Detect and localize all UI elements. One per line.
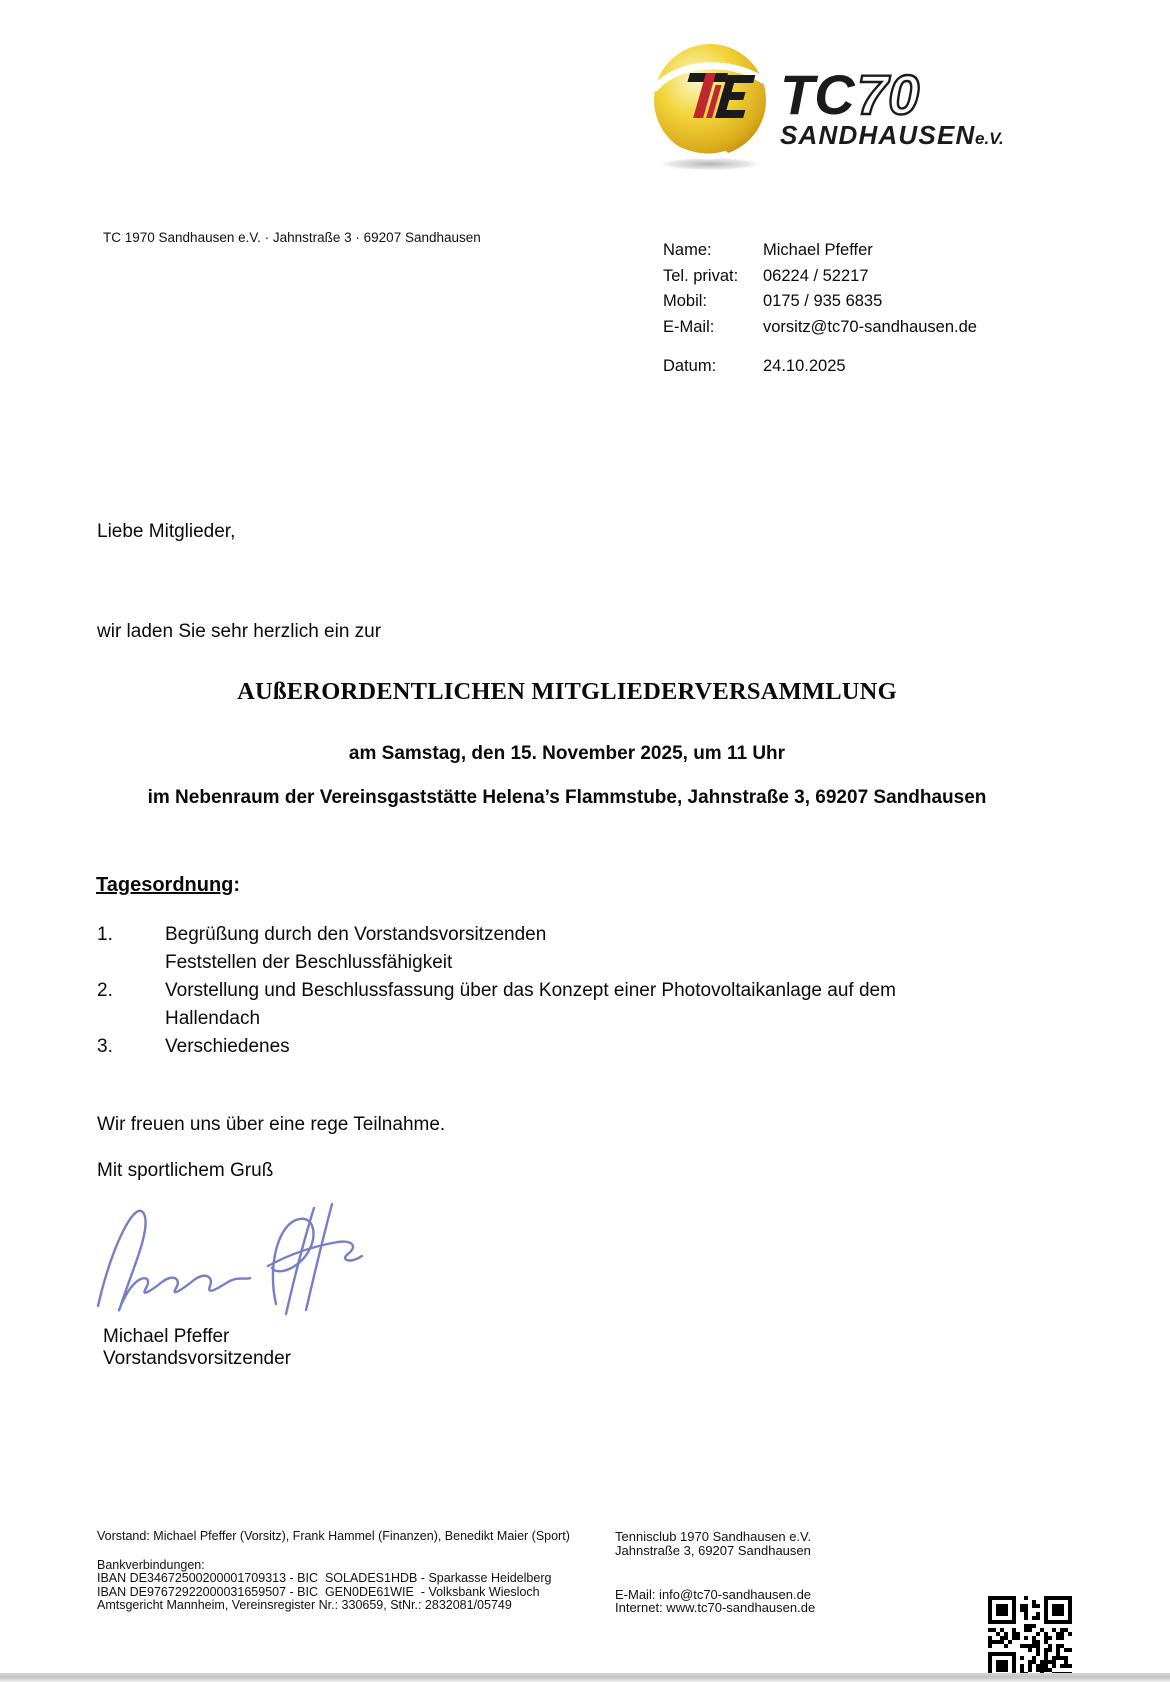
qr-code — [988, 1596, 1072, 1680]
agenda-text — [165, 977, 896, 1033]
logo-ev-text: e.V. — [975, 129, 1004, 148]
contact-label: Mobil: — [663, 292, 708, 310]
footer-bank-2: IBAN DE97672922000031659507 - BIC GEN0DE61WIE - Volksbank Wiesloch — [97, 1584, 540, 1599]
club-logo — [645, 40, 1065, 180]
contact-value: Michael Pfeffer — [763, 241, 873, 259]
date-line — [663, 357, 846, 376]
footer-board: Vorstand: Michael Pfeffer (Vorsitz), Frank Hammel (Finanzen), Benedikt Maier (Sport) — [97, 1529, 570, 1543]
date-value: 24.10.2025 — [763, 357, 846, 375]
page-edge-shadow — [0, 1673, 1170, 1682]
meeting-heading: AUßERORDENTLICHEN MITGLIEDERVERSAMMLUNG — [237, 678, 897, 705]
contact-row-name — [663, 238, 977, 264]
agenda-text — [165, 1033, 290, 1061]
footer-right — [615, 1530, 815, 1615]
agenda-number: 1. — [97, 924, 113, 945]
contact-block — [663, 238, 977, 340]
signer-role: Vorstandsvorsitzender — [103, 1348, 291, 1369]
agenda-number: 2. — [97, 980, 113, 1001]
agenda-line: Feststellen der Beschlussfähigkeit — [165, 952, 453, 973]
regards-line: Mit sportlichem Gruß — [97, 1160, 274, 1181]
footer-email: E-Mail: info@tc70-sandhausen.de — [615, 1586, 812, 1602]
logo-club-text: SANDHAUSEN — [780, 120, 976, 150]
agenda-line: Begrüßung durch den Vorstandsvorsitzenden — [165, 924, 547, 945]
agenda-line: Verschiedenes — [165, 1036, 290, 1057]
agenda-title — [96, 874, 240, 897]
contact-label: Tel. privat: — [663, 266, 739, 285]
salutation: Liebe Mitglieder, — [97, 521, 236, 542]
agenda-line: Vorstellung und Beschlussfassung über das Konzept einer Photovoltaikanlage auf dem — [165, 980, 896, 1001]
agenda-line: Hallendach — [165, 1008, 261, 1029]
footer-club-name: Tennisclub 1970 Sandhausen e.V. — [615, 1529, 812, 1544]
agenda-item-3 — [97, 1033, 1037, 1061]
agenda-text — [165, 921, 546, 977]
footer-web: Internet: www.tc70-sandhausen.de — [615, 1600, 816, 1616]
signature-handwriting — [90, 1186, 430, 1318]
date-label: Datum: — [663, 357, 717, 375]
contact-label: Name: — [663, 241, 712, 259]
footer-bank-1: IBAN DE34672500200001709313 - BIC SOLADES1HDB - Sparkasse Heidelberg — [97, 1571, 552, 1586]
qr-finder-top-right — [1044, 1596, 1072, 1624]
agenda-title-colon: : — [233, 874, 241, 896]
logo-70-text: 70 — [857, 63, 920, 126]
meeting-location: im Nebenraum der Vereinsgaststätte Helena’s Flammstube, Jahnstraße 3, 69207 Sandhausen — [147, 787, 987, 808]
meeting-datetime: am Samstag, den 15. November 2025, um 11 Uhr — [348, 743, 786, 764]
footer-left — [97, 1530, 570, 1612]
sender-line: TC 1970 Sandhausen e.V. · Jahnstraße 3 · 69207 Sandhausen — [103, 230, 481, 245]
contact-value: vorsitz@tc70-sandhausen.de — [763, 317, 977, 336]
closing-line: Wir freuen uns über eine rege Teilnahme. — [97, 1114, 446, 1135]
logo-tc-text: TC — [780, 63, 855, 126]
footer-register: Amtsgericht Mannheim, Vereinsregister Nr.: 330659, StNr.: 2832081/05749 — [97, 1597, 512, 1612]
tennis-ball-icon — [654, 44, 766, 156]
footer-club-address: Jahnstraße 3, 69207 Sandhausen — [615, 1542, 811, 1558]
agenda-number: 3. — [97, 1036, 113, 1057]
contact-value: 0175 / 935 6835 — [763, 292, 883, 310]
contact-row-mobile — [663, 289, 977, 315]
intro-line: wir laden Sie sehr herzlich ein zur — [97, 621, 382, 642]
contact-label: E-Mail: — [663, 317, 715, 336]
agenda-title-word: Tagesordnung — [96, 874, 234, 896]
contact-row-phone — [663, 264, 977, 290]
signer-block — [103, 1326, 291, 1370]
agenda-item-2 — [97, 977, 1037, 1033]
signer-name: Michael Pfeffer — [103, 1326, 230, 1347]
footer-spacer — [615, 1558, 815, 1588]
agenda-list — [97, 921, 1037, 1061]
qr-finder-top-left — [988, 1596, 1016, 1624]
footer-bank-title: Bankverbindungen: — [97, 1558, 205, 1573]
agenda-item-1 — [97, 921, 1037, 977]
contact-value: 06224 / 52217 — [763, 266, 869, 285]
contact-row-email — [663, 315, 977, 341]
